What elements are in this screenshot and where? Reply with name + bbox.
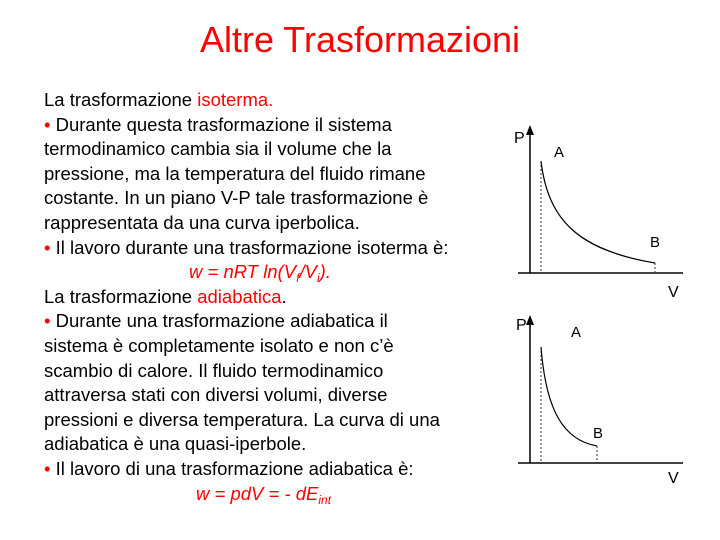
- isoterma-diagram: [508, 125, 708, 300]
- isoterma-intro: La trasformazione isoterma.: [44, 89, 274, 110]
- adiabatic-curve: [541, 347, 597, 446]
- adiabatica-bullet-line: adiabatica è una quasi-iperbole.: [44, 433, 307, 455]
- point-b-label: B: [593, 425, 604, 442]
- y-axis-arrow: [526, 315, 534, 325]
- adiabatica-bullet-line: attraversa stati con diversi volumi, diverse: [44, 384, 388, 406]
- slide-body: [44, 88, 494, 506]
- isoterma-term: isoterma.: [197, 89, 274, 110]
- isoterma-bullet-line: • Durante questa trasformazione il sistema: [44, 113, 392, 135]
- adiabatica-formula: w = pdV = - $dE_{int}$: [196, 482, 332, 507]
- slide-title: Altre Trasformazioni: [199, 19, 521, 60]
- isoterma-bullet-line: pressione, ma la temperatura del fluido rimane: [44, 162, 426, 184]
- isoterma-bullet-line: rappresentata da una curva iperbolica.: [44, 211, 360, 233]
- adiabatica-intro: La trasformazione adiabatica.: [44, 285, 287, 307]
- point-b-label: B: [650, 234, 661, 251]
- y-axis-arrow: [526, 125, 534, 135]
- isotherm-curve: [541, 161, 655, 263]
- adiabatica-diagram: [508, 315, 708, 490]
- adiabatica-bullet-line: • Durante una trasformazione adiabatica il: [44, 310, 388, 332]
- isoterma-bullet-line: costante. In un piano V-P tale trasformazione è: [44, 187, 429, 209]
- point-a-label: A: [554, 144, 565, 161]
- adiabatica-term: adiabatica: [197, 285, 282, 307]
- adiabatica-bullet-line: scambio di calore. Il fluido termodinamico: [44, 359, 384, 381]
- adiabatica-bullet-line: sistema è completamente isolato e non c’è: [44, 334, 394, 356]
- adiabatica-bullet-line: pressioni e diversa temperatura. La curva di una: [44, 408, 440, 430]
- isoterma-formula: w = nRT $\ln(V_f/V_i)$.: [189, 261, 331, 286]
- isoterma-work-line: • Il lavoro durante una trasformazione isoterma è:: [44, 236, 449, 258]
- y-axis-label: P: [514, 130, 525, 147]
- point-a-label: A: [571, 324, 582, 341]
- adiabatica-work-line: • Il lavoro di una trasformazione adiabatica è:: [44, 457, 414, 479]
- x-axis-label: V: [668, 470, 679, 487]
- x-axis-label: V: [668, 284, 679, 300]
- isoterma-bullet-line: termodinamico cambia sia il volume che la: [44, 138, 392, 160]
- y-axis-label: P: [516, 317, 527, 334]
